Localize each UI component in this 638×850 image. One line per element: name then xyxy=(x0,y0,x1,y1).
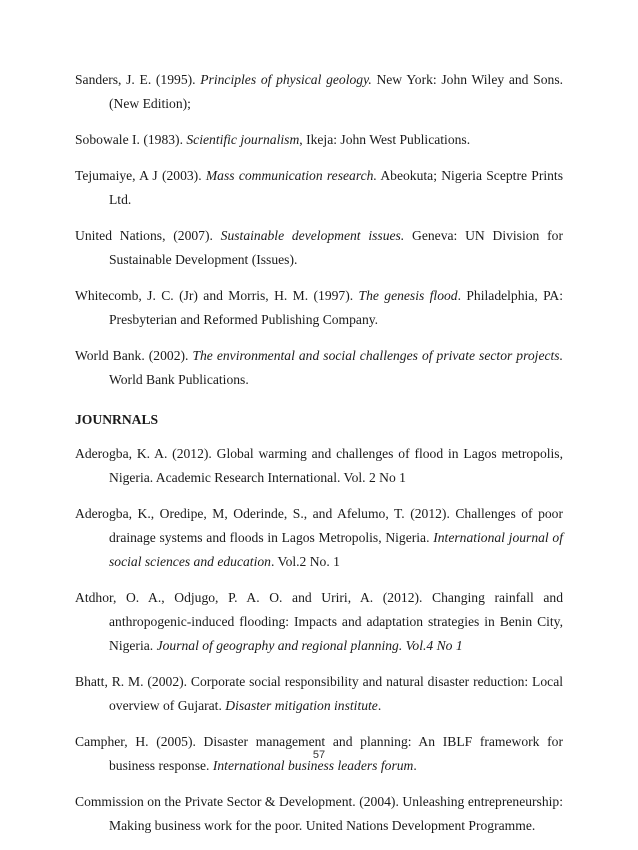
reference-text: World Bank. (2002). xyxy=(75,348,193,363)
reference-text: Sanders, J. E. (1995). xyxy=(75,72,201,87)
reference-entry xyxy=(75,586,563,658)
reference-text: Sobowale I. (1983). xyxy=(75,132,187,147)
reference-text: , Ikeja: John West Publications. xyxy=(299,132,471,147)
reference-entry xyxy=(75,164,563,212)
reference-text: Abeokuta; Nigeria Sceptre Prints Ltd. xyxy=(109,168,563,207)
reference-title: Journal of geography and regional planning. Vol.4 No 1 xyxy=(156,638,463,653)
reference-text: Atdhor, O. A., Odjugo, P. A. O. and Uriri, A. (2012). Changing rainfall and anthropogenic-induced flooding: Impacts and adaptation strategies in Benin City, Nigeria. xyxy=(75,590,563,653)
reference-entry xyxy=(75,284,563,332)
reference-entry xyxy=(75,670,563,718)
reference-title: International journal of social sciences and education xyxy=(109,530,563,569)
reference-text: . Philadelphia, PA: Presbyterian and Reformed Publishing Company. xyxy=(109,288,563,327)
reference-entry xyxy=(75,790,563,838)
reference-text: Tejumaiye, A J (2003). xyxy=(75,168,206,183)
reference-title: Disaster mitigation institute xyxy=(225,698,378,713)
reference-text: United Nations, (2007). xyxy=(75,228,221,243)
reference-title: Mass communication research. xyxy=(205,168,377,183)
reference-title: Scientific journalism xyxy=(186,132,300,147)
journal-references xyxy=(75,442,563,838)
reference-title: Principles of physical geology. xyxy=(200,72,372,87)
reference-title: The environmental and social challenges of private sector projects. xyxy=(192,348,563,363)
reference-entry xyxy=(75,224,563,272)
references-content xyxy=(75,68,563,850)
reference-text: Aderogba, K. A. (2012). Global warming and challenges of flood in Lagos metropolis, Nigeria. Academic Research International. Vol. 2 No 1 xyxy=(75,446,563,485)
section-heading: JOUNRNALS xyxy=(75,412,159,427)
reference-text: . xyxy=(377,698,382,713)
page-number: 57 xyxy=(312,749,326,761)
reference-text: World Bank Publications. xyxy=(109,372,249,387)
reference-text: . Vol.2 No. 1 xyxy=(270,554,340,569)
reference-title: Sustainable development issues. xyxy=(220,228,405,243)
reference-title: The genesis flood xyxy=(358,288,458,303)
reference-text: Commission on the Private Sector & Development. (2004). Unleashing entrepreneurship: Making business work for the poor. United Nations Development Programme. xyxy=(75,794,563,833)
reference-text: . xyxy=(413,758,417,773)
reference-text: Campher, H. (2005). Disaster management and planning: An IBLF framework for business response. xyxy=(75,734,563,773)
reference-entry xyxy=(75,502,563,574)
reference-text: New York: John Wiley and Sons. (New Edition); xyxy=(109,72,564,111)
reference-text: Bhatt, R. M. (2002). Corporate social responsibility and natural disaster reduction: Local overview of Gujarat. xyxy=(75,674,563,713)
reference-title: International business leaders forum xyxy=(212,758,414,773)
book-references xyxy=(75,68,563,392)
reference-entry xyxy=(75,68,563,116)
reference-entry xyxy=(75,442,563,490)
reference-text: Geneva: UN Division for Sustainable Development (Issues). xyxy=(109,228,563,267)
reference-entry xyxy=(75,344,563,392)
reference-entry xyxy=(75,128,563,152)
reference-text: Whitecomb, J. C. (Jr) and Morris, H. M. (1997). xyxy=(75,288,359,303)
reference-text: Aderogba, K., Oredipe, M, Oderinde, S., and Afelumo, T. (2012). Challenges of poor drainage systems and floods in Lagos Metropolis, Nigeria. xyxy=(75,506,563,545)
